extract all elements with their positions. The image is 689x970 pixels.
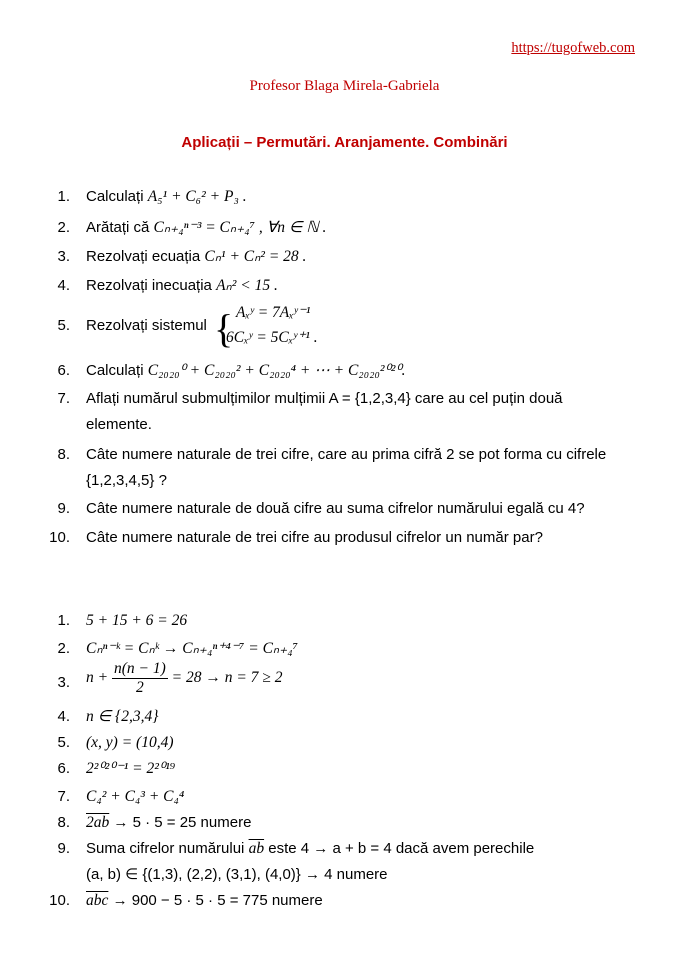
item-text: Câte numere naturale de trei cifre, care au prima cifră 2 se pot forma cu cifrele bbox=[86, 446, 607, 463]
item-number: 4. bbox=[57, 277, 70, 294]
item-math: 2²⁰²⁰⁻¹ = 2²⁰¹⁹ bbox=[86, 760, 176, 777]
item-math: Cₙ₊₄ⁿ⁻³ = Cₙ₊₄⁷ , ∀n ∈ ℕ . bbox=[153, 219, 327, 236]
item-text: Calculați bbox=[86, 188, 144, 205]
item-number: 2. bbox=[57, 219, 70, 236]
item-number: 5. bbox=[57, 317, 70, 334]
item-number: 9. bbox=[57, 840, 70, 857]
item-math: $\overline{abc}$ bbox=[86, 892, 109, 909]
item-math: Cₙ¹ + Cₙ² = 28 . bbox=[204, 248, 307, 265]
item-text: Rezolvați sistemul bbox=[86, 317, 207, 334]
item-text-cont: (a, b) ∈ {(1,3), (2,2), (3,1), (4,0)} → 4 numere bbox=[86, 866, 388, 883]
item-math: $\overline{ab}$ bbox=[248, 840, 265, 857]
item-number: 3. bbox=[57, 674, 70, 691]
item-number: 4. bbox=[57, 708, 70, 725]
item-text: Aflați numărul submulțimilor mulțimii A = {1,2,3,4} care au cel puțin două bbox=[86, 390, 563, 407]
system-eq-1: Aₓʸ = 7Aₓʸ⁻¹ bbox=[236, 304, 311, 321]
item-math: A₅¹ + C₆² + P₃ . bbox=[147, 188, 247, 205]
item-math: Aₙ² < 15 . bbox=[216, 277, 278, 294]
item-number: 2. bbox=[57, 640, 70, 657]
item-number: 3. bbox=[57, 248, 70, 265]
item-number: 7. bbox=[57, 788, 70, 805]
item-text-cont: elemente. bbox=[86, 416, 152, 433]
eq-suffix: = 28 → n = 7 ≥ 2 bbox=[171, 669, 283, 687]
fraction bbox=[112, 660, 168, 697]
fraction-numerator: n(n − 1) bbox=[113, 660, 166, 677]
item-number: 10. bbox=[49, 529, 70, 546]
item-number: 10. bbox=[49, 892, 70, 909]
item-result: → 5 · 5 = 25 numere bbox=[113, 814, 252, 831]
item-text: Suma cifrelor numărului bbox=[86, 840, 245, 857]
item-number: 1. bbox=[57, 188, 70, 205]
item-math: 5 + 15 + 6 = 26 bbox=[86, 612, 188, 629]
item-text: Câte numere naturale de două cifre au suma cifrelor numărului egală cu 4? bbox=[86, 500, 585, 517]
item-text: Câte numere naturale de trei cifre au produsul cifrelor un număr par? bbox=[86, 529, 543, 546]
item-number: 9. bbox=[57, 500, 70, 517]
item-number: 6. bbox=[57, 362, 70, 379]
author-name: Profesor Blaga Mirela-Gabriela bbox=[249, 78, 440, 94]
item-math: C₄² + C₄³ + C₄⁴ bbox=[86, 788, 185, 805]
item-math: Cₙⁿ⁻ᵏ = Cₙᵏ → Cₙ₊₄ⁿ⁺⁴⁻⁷ = Cₙ₊₄⁷ bbox=[86, 640, 299, 657]
item-text: Arătați că bbox=[86, 219, 150, 236]
item-math: n ∈ {2,3,4} bbox=[86, 708, 159, 725]
system-eq-2: 6Cₓʸ = 5Cₓʸ⁺¹ . bbox=[226, 329, 318, 346]
item-number: 6. bbox=[57, 760, 70, 777]
item-text-cont: {1,2,3,4,5} ? bbox=[86, 472, 167, 489]
page-title: Aplicații – Permutări. Aranjamente. Combinări bbox=[181, 134, 508, 151]
item-math: 2ab bbox=[86, 814, 110, 831]
eq-prefix: n + bbox=[86, 669, 109, 687]
item-math: (x, y) = (10,4) bbox=[86, 734, 174, 751]
item-number: 1. bbox=[57, 612, 70, 629]
item-text: Rezolvați ecuația bbox=[86, 248, 201, 265]
item-text-b: este 4 → a + b = 4 dacă avem perechile bbox=[268, 840, 535, 857]
item-text: Rezolvați inecuația bbox=[86, 277, 212, 294]
item-number: 8. bbox=[57, 814, 70, 831]
brace-icon: { bbox=[214, 306, 234, 351]
item-result: → 900 − 5 · 5 · 5 = 775 numere bbox=[112, 892, 323, 909]
item-number: 5. bbox=[57, 734, 70, 751]
item-math: C₂₀₂₀⁰ + C₂₀₂₀² + C₂₀₂₀⁴ + ⋯ + C₂₀₂₀²⁰²⁰. bbox=[147, 362, 406, 379]
item-number: 7. bbox=[57, 390, 70, 407]
fraction-denominator: 2 bbox=[135, 679, 144, 696]
item-text: Calculați bbox=[86, 362, 144, 379]
item-number: 8. bbox=[57, 446, 70, 463]
header-url[interactable]: https://tugofweb.com bbox=[511, 40, 635, 56]
